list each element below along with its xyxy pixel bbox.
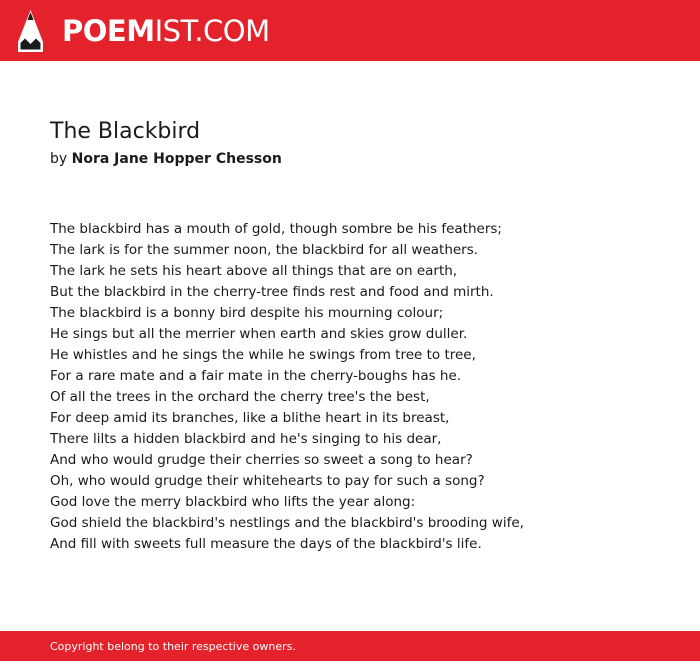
site-footer: [0, 631, 700, 661]
poem-line: And who would grudge their cherries so sweet a song to hear?: [50, 452, 473, 468]
pencil-tip-icon[interactable]: [18, 10, 43, 52]
poem-body: [50, 219, 524, 555]
poem-line: The lark is for the summer noon, the blackbird for all weathers.: [50, 242, 479, 258]
logo-light-text: IST.COM: [154, 14, 270, 48]
poem-title: The Blackbird: [50, 119, 201, 144]
byline-prefix: by: [50, 151, 68, 167]
site-header: [0, 0, 700, 61]
byline: [50, 149, 282, 169]
poem-line: There lilts a hidden blackbird and he's singing to his dear,: [50, 431, 442, 447]
author-name: Nora Jane Hopper Chesson: [71, 151, 282, 167]
poem-line: He whistles and he sings the while he swings from tree to tree,: [50, 347, 476, 363]
poem-line: He sings but all the merrier when earth and skies grow duller.: [50, 326, 468, 342]
poem-line: Of all the trees in the orchard the cherry tree's the best,: [50, 389, 430, 405]
copyright-notice: Copyright belong to their respective owners.: [50, 640, 296, 653]
poem-line: God shield the blackbird's nestlings and the blackbird's brooding wife,: [50, 515, 524, 531]
site-logo-text[interactable]: [62, 13, 270, 49]
poem-line: God love the merry blackbird who lifts the year along:: [50, 494, 416, 510]
poem-line: And fill with sweets full measure the days of the blackbird's life.: [50, 536, 482, 552]
poem-line: The lark he sets his heart above all things that are on earth,: [50, 263, 458, 279]
poem-line: The blackbird has a mouth of gold, though sombre be his feathers;: [50, 221, 502, 237]
poem-line: The blackbird is a bonny bird despite his mourning colour;: [50, 305, 444, 321]
poem-line: Oh, who would grudge their whitehearts to pay for such a song?: [50, 473, 485, 489]
logo-bold-text: POEM: [62, 14, 155, 48]
poem-line: For deep amid its branches, like a blithe heart in its breast,: [50, 410, 450, 426]
poem-line: For a rare mate and a fair mate in the cherry-boughs has he.: [50, 368, 462, 384]
poem-line: But the blackbird in the cherry-tree finds rest and food and mirth.: [50, 284, 494, 300]
